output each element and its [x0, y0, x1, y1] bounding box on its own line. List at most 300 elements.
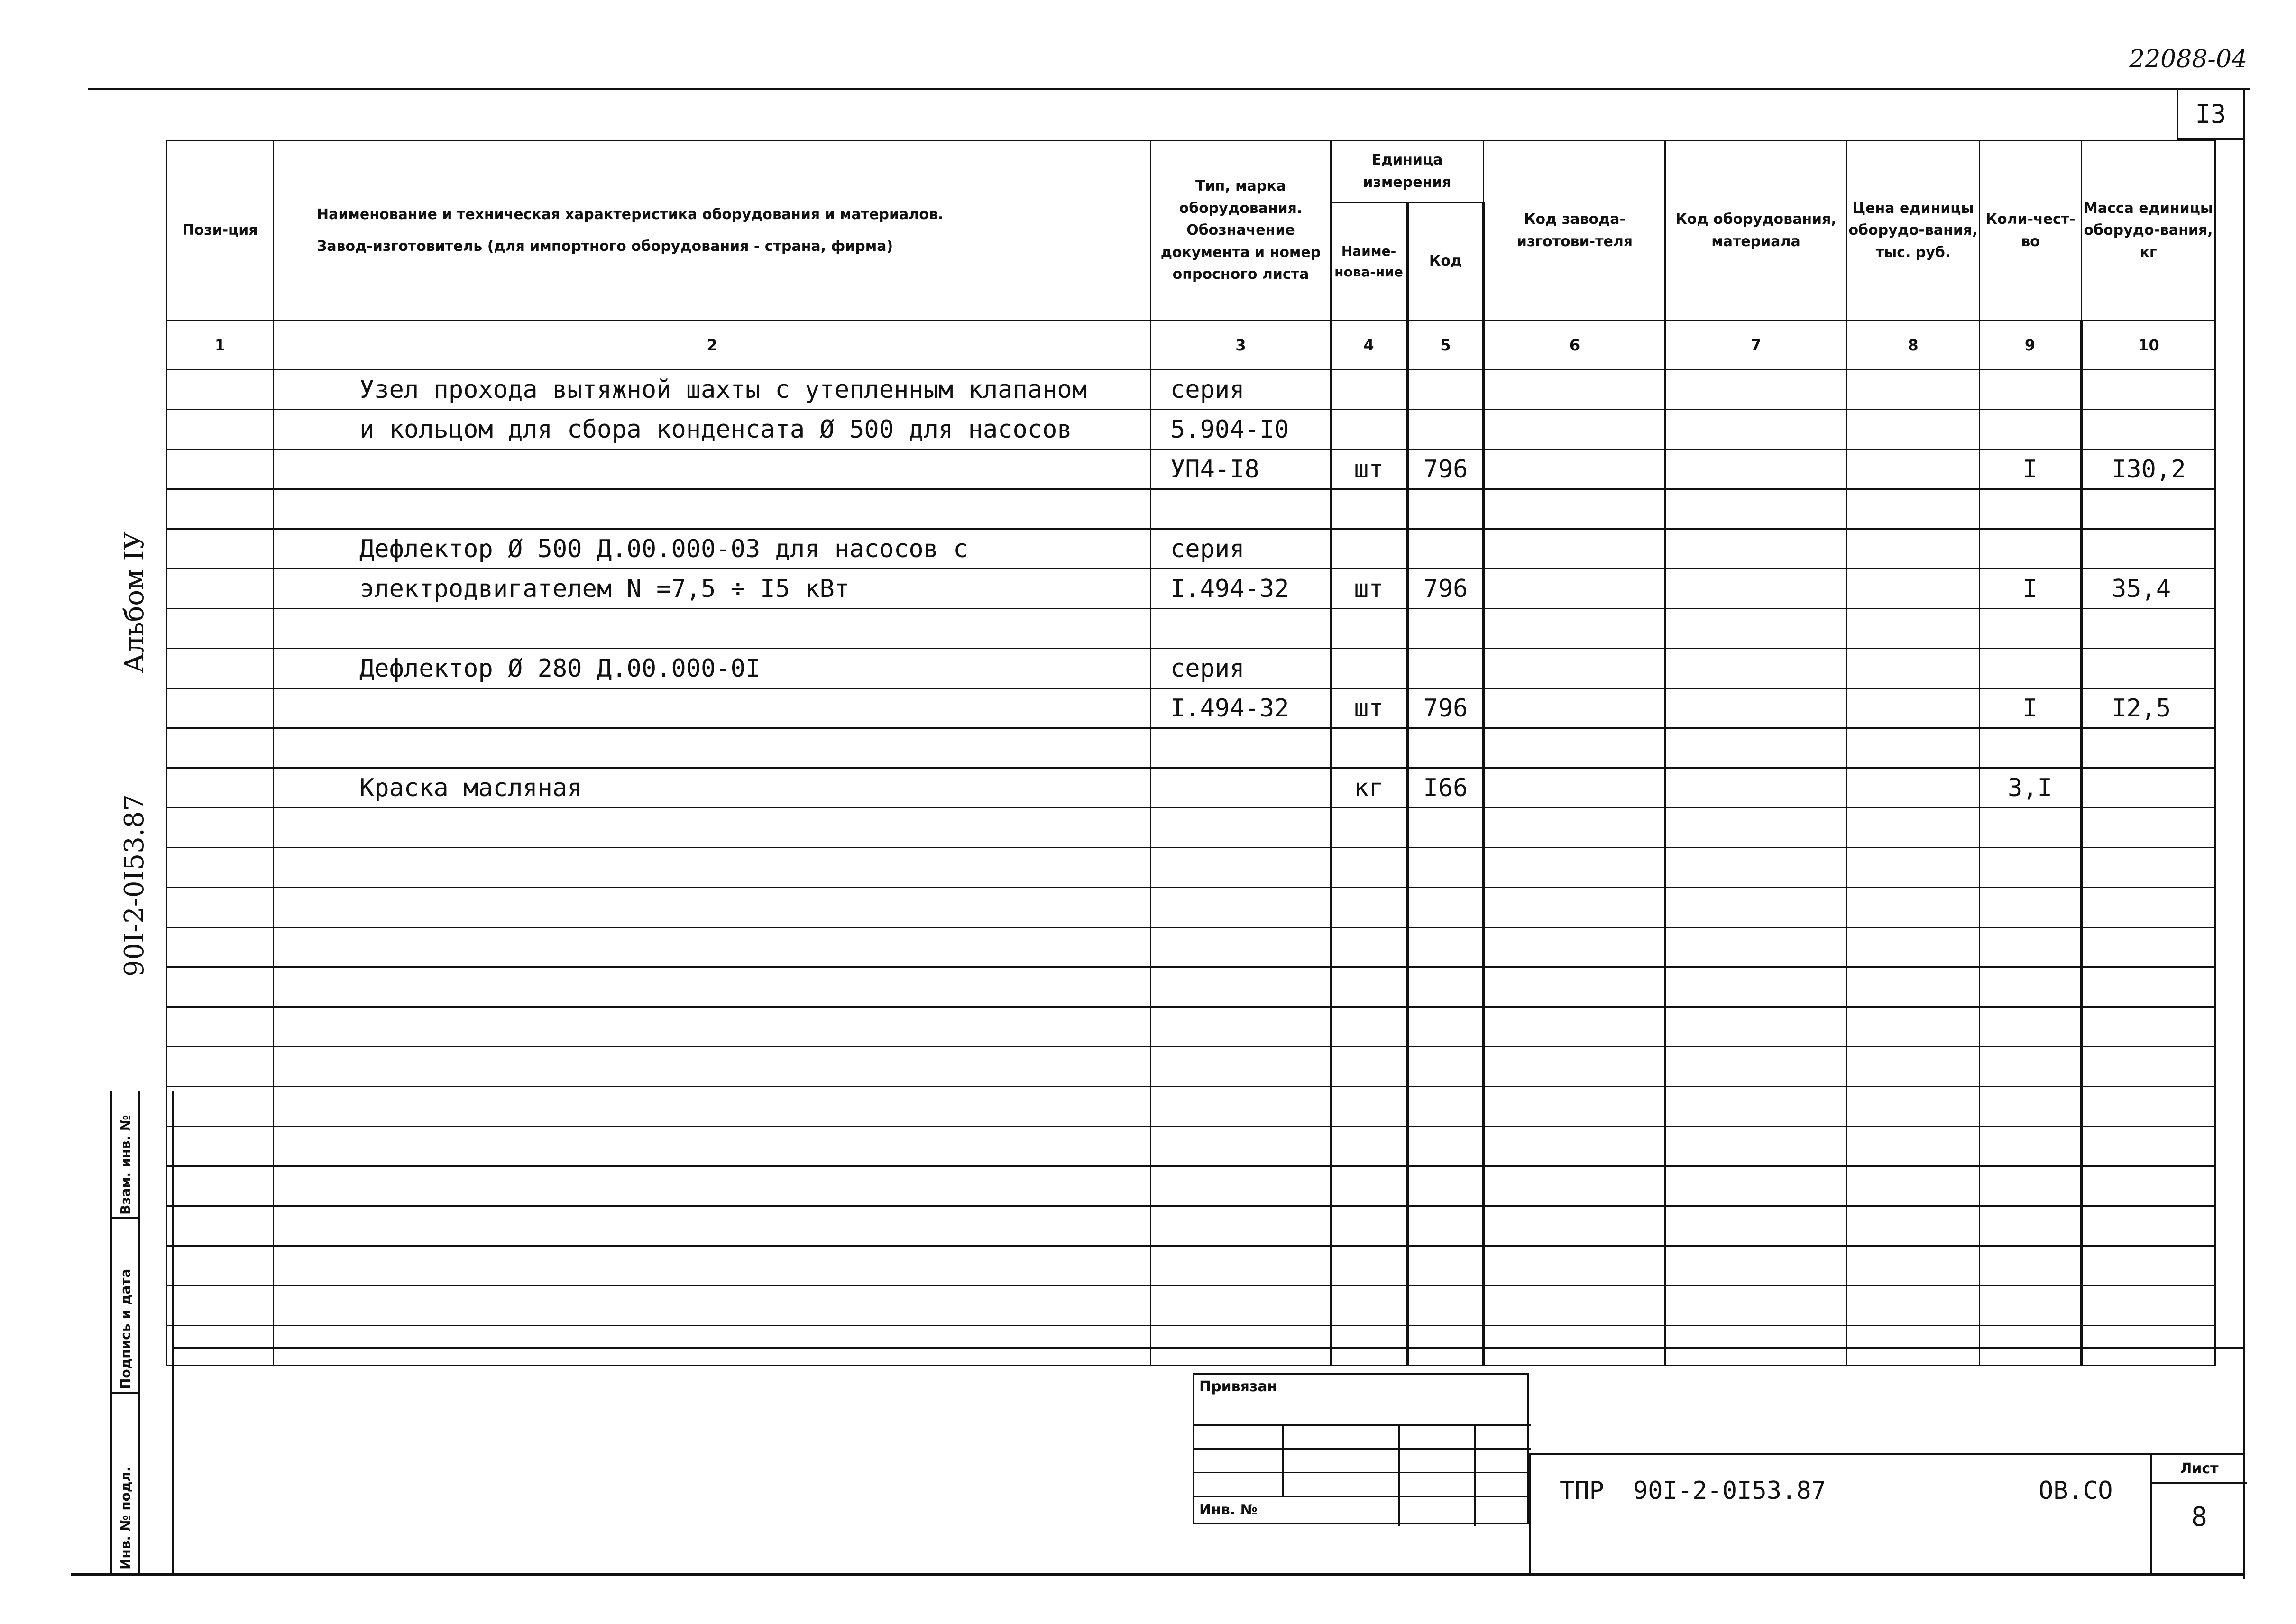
- empty-cell: [1151, 1166, 1331, 1206]
- empty-cell: [1331, 1127, 1408, 1166]
- cell-unit: [1331, 370, 1408, 410]
- cell-unit: [1331, 728, 1408, 768]
- table-row: [167, 410, 2215, 450]
- empty-cell: [1484, 1206, 1665, 1246]
- empty-cell: [274, 927, 1151, 967]
- header-name: [274, 141, 1151, 321]
- cell-name: электродвигателем N =7,5 ÷ I5 кВт: [274, 569, 1151, 609]
- empty-cell: [1847, 1286, 1980, 1326]
- empty-cell: [1665, 1206, 1847, 1246]
- empty-cell: [2082, 888, 2215, 927]
- table-row: [167, 450, 2215, 489]
- empty-cell: [1665, 888, 1847, 927]
- empty-cell: [1151, 927, 1331, 967]
- cell-unit: [1331, 649, 1408, 688]
- cell-price: [1847, 688, 1980, 728]
- empty-table-row: [167, 927, 2215, 967]
- header-unit-code: Код: [1408, 202, 1484, 321]
- header-plant-code: Код завода-изготови-теля: [1484, 141, 1665, 321]
- empty-cell: [1151, 1246, 1331, 1286]
- empty-cell: [1980, 967, 2082, 1007]
- cell-mass: [2082, 649, 2215, 688]
- cell-plant-code: [1484, 768, 1665, 808]
- cell-name: [274, 489, 1151, 529]
- empty-cell: [1847, 927, 1980, 967]
- cell-plant-code: [1484, 450, 1665, 489]
- empty-table-row: [167, 1166, 2215, 1206]
- empty-cell: [1847, 1007, 1980, 1047]
- header-type: Тип, марка оборудования. Обозначение документа и номер опросного листа: [1151, 141, 1331, 321]
- privyazan-label: Привязан: [1199, 1378, 1277, 1395]
- side-stamp-values: [140, 1091, 174, 1573]
- empty-cell: [274, 1127, 1151, 1166]
- empty-cell: [1151, 1206, 1331, 1246]
- section-code: ОВ.СО: [2039, 1477, 2113, 1505]
- empty-table-row: [167, 1087, 2215, 1127]
- empty-cell: [1151, 1007, 1331, 1047]
- empty-cell: [1151, 1286, 1331, 1326]
- cell-position: [167, 370, 274, 410]
- cell-equipment-code: [1665, 649, 1847, 688]
- empty-cell: [1408, 1286, 1484, 1326]
- empty-cell: [1847, 1047, 1980, 1087]
- empty-cell: [1484, 1286, 1665, 1326]
- empty-cell: [1847, 967, 1980, 1007]
- cell-unit-code: 796: [1408, 569, 1484, 609]
- empty-table-row: [167, 808, 2215, 848]
- cell-type: серия: [1151, 649, 1331, 688]
- empty-cell: [1665, 1127, 1847, 1166]
- cell-mass: [2082, 410, 2215, 450]
- table-row: [167, 569, 2215, 609]
- cell-unit: [1331, 410, 1408, 450]
- empty-cell: [1665, 1166, 1847, 1206]
- cell-name: Дефлектор Ø 280 Д.00.000-0I: [274, 649, 1151, 688]
- cell-equipment-code: [1665, 609, 1847, 649]
- cell-unit: шт: [1331, 450, 1408, 489]
- empty-cell: [1408, 1047, 1484, 1087]
- empty-table-row: [167, 1206, 2215, 1246]
- empty-cell: [1980, 927, 2082, 967]
- header-unit-group: Единица измерения: [1331, 141, 1484, 202]
- cell-position: [167, 688, 274, 728]
- inv-podl-label: Инв. № подл.: [118, 1467, 133, 1569]
- empty-cell: [2082, 1087, 2215, 1127]
- cell-type: I.494-32: [1151, 569, 1331, 609]
- empty-cell: [167, 888, 274, 927]
- empty-cell: [167, 967, 274, 1007]
- empty-cell: [1847, 1127, 1980, 1166]
- cell-equipment-code: [1665, 370, 1847, 410]
- empty-cell: [1331, 1206, 1408, 1246]
- privyazan-divider: [1194, 1472, 1531, 1473]
- cell-mass: [2082, 529, 2215, 569]
- cell-position: [167, 609, 274, 649]
- privyazan-vline: [1398, 1424, 1400, 1526]
- empty-cell: [1151, 848, 1331, 888]
- document-code-vertical: 90I-2-0I53.87: [119, 794, 150, 977]
- sheet-label: Лист: [2152, 1455, 2247, 1484]
- side-cell-vzam: [112, 1091, 140, 1219]
- cell-position: [167, 410, 274, 450]
- empty-cell: [1331, 1286, 1408, 1326]
- empty-cell: [1484, 888, 1665, 927]
- col-number: 2: [274, 321, 1151, 370]
- col-number: 4: [1331, 321, 1408, 370]
- cell-quantity: I: [1980, 450, 2082, 489]
- cell-position: [167, 450, 274, 489]
- empty-cell: [1331, 1166, 1408, 1206]
- cell-unit-code: 796: [1408, 450, 1484, 489]
- empty-cell: [1847, 848, 1980, 888]
- empty-table-row: [167, 1047, 2215, 1087]
- empty-cell: [167, 1246, 274, 1286]
- empty-cell: [2082, 1166, 2215, 1206]
- cell-price: [1847, 649, 1980, 688]
- empty-cell: [1484, 1087, 1665, 1127]
- spec-table-body: [167, 370, 2215, 1366]
- header-equipment-code: Код оборудования, материала: [1665, 141, 1847, 321]
- empty-cell: [1331, 1007, 1408, 1047]
- empty-cell: [1980, 808, 2082, 848]
- cell-quantity: [1980, 489, 2082, 529]
- privyazan-divider: [1194, 1424, 1531, 1426]
- cell-plant-code: [1484, 649, 1665, 688]
- empty-cell: [1408, 1246, 1484, 1286]
- privyazan-divider: [1194, 1496, 1531, 1497]
- cell-mass: I2,5: [2082, 688, 2215, 728]
- header-quantity: Коли-чест-во: [1980, 141, 2082, 321]
- empty-cell: [167, 927, 274, 967]
- cell-plant-code: [1484, 410, 1665, 450]
- cell-plant-code: [1484, 370, 1665, 410]
- header-mass: Масса единицы оборудо-вания, кг: [2082, 141, 2215, 321]
- empty-cell: [1980, 1246, 2082, 1286]
- cell-price: [1847, 609, 1980, 649]
- cell-mass: [2082, 609, 2215, 649]
- col-number: 7: [1665, 321, 1847, 370]
- header-price: Цена единицы оборудо-вания, тыс. руб.: [1847, 141, 1980, 321]
- cell-mass: [2082, 489, 2215, 529]
- col-number: 10: [2082, 321, 2215, 370]
- cell-type: серия: [1151, 529, 1331, 569]
- col-number: 1: [167, 321, 274, 370]
- cell-plant-code: [1484, 489, 1665, 529]
- cell-type: [1151, 609, 1331, 649]
- cell-name: [274, 728, 1151, 768]
- cell-price: [1847, 489, 1980, 529]
- privyazan-vline: [1474, 1424, 1476, 1526]
- cell-price: [1847, 569, 1980, 609]
- empty-cell: [1484, 848, 1665, 888]
- table-row: [167, 529, 2215, 569]
- empty-cell: [1980, 1087, 2082, 1127]
- cell-unit-code: [1408, 529, 1484, 569]
- empty-cell: [274, 1166, 1151, 1206]
- col-number: 8: [1847, 321, 1980, 370]
- cell-quantity: [1980, 649, 2082, 688]
- empty-cell: [1408, 1087, 1484, 1127]
- empty-cell: [167, 808, 274, 848]
- empty-cell: [1665, 1007, 1847, 1047]
- cell-equipment-code: [1665, 410, 1847, 450]
- empty-cell: [167, 1166, 274, 1206]
- empty-cell: [2082, 1127, 2215, 1166]
- empty-cell: [1484, 808, 1665, 848]
- empty-cell: [1331, 1246, 1408, 1286]
- empty-cell: [1980, 1286, 2082, 1326]
- empty-cell: [2082, 1286, 2215, 1326]
- empty-cell: [1484, 1047, 1665, 1087]
- empty-cell: [1151, 1127, 1331, 1166]
- empty-table-row: [167, 1286, 2215, 1326]
- sheet-top-border: [88, 88, 2250, 90]
- cell-plant-code: [1484, 569, 1665, 609]
- cell-unit-code: [1408, 370, 1484, 410]
- privyazan-box: [1193, 1373, 1529, 1524]
- empty-cell: [274, 888, 1151, 927]
- cell-plant-code: [1484, 609, 1665, 649]
- empty-cell: [1484, 1127, 1665, 1166]
- empty-table-row: [167, 888, 2215, 927]
- cell-mass: I30,2: [2082, 450, 2215, 489]
- empty-cell: [274, 1206, 1151, 1246]
- empty-cell: [1331, 967, 1408, 1007]
- equipment-spec-table: [166, 140, 2216, 1366]
- empty-cell: [1980, 1047, 2082, 1087]
- cell-unit: шт: [1331, 569, 1408, 609]
- empty-cell: [1847, 1166, 1980, 1206]
- cell-unit-code: [1408, 649, 1484, 688]
- empty-cell: [1484, 1246, 1665, 1286]
- empty-cell: [1408, 848, 1484, 888]
- table-row: [167, 728, 2215, 768]
- cell-mass: [2082, 728, 2215, 768]
- empty-cell: [1331, 927, 1408, 967]
- cell-type: серия: [1151, 370, 1331, 410]
- podpis-data-label: Подпись и дата: [118, 1268, 133, 1389]
- empty-cell: [1847, 1246, 1980, 1286]
- cell-price: [1847, 768, 1980, 808]
- cell-quantity: I: [1980, 569, 2082, 609]
- cell-plant-code: [1484, 529, 1665, 569]
- cell-equipment-code: [1665, 569, 1847, 609]
- empty-cell: [2082, 1206, 2215, 1246]
- empty-cell: [1665, 927, 1847, 967]
- empty-cell: [1980, 1127, 2082, 1166]
- cell-quantity: 3,I: [1980, 768, 2082, 808]
- document-code: 90I-2-0I53.87: [1633, 1477, 1826, 1505]
- empty-cell: [2082, 1007, 2215, 1047]
- col-number: 6: [1484, 321, 1665, 370]
- empty-cell: [274, 967, 1151, 1007]
- empty-cell: [1151, 1047, 1331, 1087]
- empty-table-row: [167, 967, 2215, 1007]
- cell-unit: [1331, 529, 1408, 569]
- cell-name: Дефлектор Ø 500 Д.00.000-03 для насосов с: [274, 529, 1151, 569]
- empty-cell: [1484, 1007, 1665, 1047]
- archive-stamp-number: 22088-04: [2129, 45, 2248, 73]
- cell-quantity: [1980, 609, 2082, 649]
- empty-cell: [1980, 1166, 2082, 1206]
- cell-unit-code: [1408, 728, 1484, 768]
- empty-cell: [2082, 1047, 2215, 1087]
- empty-cell: [1847, 1206, 1980, 1246]
- empty-cell: [1980, 888, 2082, 927]
- empty-cell: [1484, 967, 1665, 1007]
- empty-cell: [1151, 967, 1331, 1007]
- cell-unit-code: [1408, 609, 1484, 649]
- cell-unit-code: 796: [1408, 688, 1484, 728]
- cell-name: [274, 450, 1151, 489]
- empty-cell: [1980, 848, 2082, 888]
- empty-cell: [1151, 808, 1331, 848]
- empty-cell: [1331, 1047, 1408, 1087]
- sheet-corner-number: I3: [2177, 90, 2243, 140]
- cell-quantity: [1980, 370, 2082, 410]
- empty-cell: [1665, 967, 1847, 1007]
- empty-cell: [1408, 1127, 1484, 1166]
- cell-unit: шт: [1331, 688, 1408, 728]
- cell-unit-code: I66: [1408, 768, 1484, 808]
- empty-cell: [274, 1286, 1151, 1326]
- cell-quantity: [1980, 410, 2082, 450]
- cell-mass: 35,4: [2082, 569, 2215, 609]
- col-number: 9: [1980, 321, 2082, 370]
- side-stamp-strip: [110, 1091, 174, 1573]
- table-row: [167, 768, 2215, 808]
- header-name-line2: Завод-изготовитель (для импортного оборудования - страна, фирма): [317, 238, 893, 255]
- empty-cell: [1408, 808, 1484, 848]
- privyazan-divider: [1194, 1448, 1531, 1450]
- side-cell-podpis: [112, 1219, 140, 1394]
- sheet-right-border: [2243, 90, 2245, 1579]
- empty-cell: [1665, 1286, 1847, 1326]
- empty-cell: [274, 1007, 1151, 1047]
- title-block-main: [1529, 1453, 2243, 1573]
- empty-cell: [1331, 808, 1408, 848]
- empty-table-row: [167, 1246, 2215, 1286]
- empty-cell: [274, 848, 1151, 888]
- cell-type: I.494-32: [1151, 688, 1331, 728]
- cell-plant-code: [1484, 688, 1665, 728]
- cell-name: [274, 609, 1151, 649]
- cell-price: [1847, 410, 1980, 450]
- cell-equipment-code: [1665, 768, 1847, 808]
- empty-cell: [274, 1246, 1151, 1286]
- privyazan-vline: [1282, 1424, 1284, 1496]
- cell-type: [1151, 728, 1331, 768]
- cell-plant-code: [1484, 728, 1665, 768]
- empty-cell: [1331, 848, 1408, 888]
- empty-cell: [1665, 1047, 1847, 1087]
- empty-cell: [274, 1047, 1151, 1087]
- cell-equipment-code: [1665, 450, 1847, 489]
- empty-cell: [1408, 1007, 1484, 1047]
- empty-cell: [1980, 1206, 2082, 1246]
- album-number-vertical: Альбом IУ: [119, 531, 150, 673]
- empty-table-row: [167, 848, 2215, 888]
- empty-cell: [1665, 848, 1847, 888]
- cell-quantity: I: [1980, 688, 2082, 728]
- empty-cell: [167, 1206, 274, 1246]
- cell-type: [1151, 489, 1331, 529]
- empty-cell: [2082, 848, 2215, 888]
- empty-cell: [1847, 1087, 1980, 1127]
- header-name-line1: Наименование и техническая характеристика оборудования и материалов.: [317, 206, 944, 223]
- empty-cell: [1408, 1166, 1484, 1206]
- empty-cell: [167, 1007, 274, 1047]
- empty-cell: [1665, 1246, 1847, 1286]
- empty-cell: [167, 1087, 274, 1127]
- cell-name: [274, 688, 1151, 728]
- empty-cell: [1331, 1087, 1408, 1127]
- cell-mass: [2082, 370, 2215, 410]
- cell-quantity: [1980, 529, 2082, 569]
- cell-position: [167, 489, 274, 529]
- empty-cell: [1484, 927, 1665, 967]
- cell-price: [1847, 450, 1980, 489]
- empty-cell: [167, 1127, 274, 1166]
- col-number: 5: [1408, 321, 1484, 370]
- cell-unit: [1331, 609, 1408, 649]
- cell-mass: [2082, 768, 2215, 808]
- cell-unit: [1331, 489, 1408, 529]
- empty-cell: [274, 1087, 1151, 1127]
- empty-cell: [167, 848, 274, 888]
- empty-cell: [1151, 1087, 1331, 1127]
- side-stamp-labels: [112, 1091, 140, 1573]
- table-row: [167, 649, 2215, 688]
- cell-price: [1847, 728, 1980, 768]
- cell-quantity: [1980, 728, 2082, 768]
- empty-cell: [167, 1286, 274, 1326]
- cell-price: [1847, 529, 1980, 569]
- cell-name: и кольцом для сбора конденсата Ø 500 для насосов: [274, 410, 1151, 450]
- empty-cell: [167, 1047, 274, 1087]
- cell-equipment-code: [1665, 688, 1847, 728]
- empty-cell: [2082, 1246, 2215, 1286]
- cell-name: Узел прохода вытяжной шахты с утепленным клапаном: [274, 370, 1151, 410]
- empty-cell: [1331, 888, 1408, 927]
- cell-type: 5.904-I0: [1151, 410, 1331, 450]
- table-row: [167, 370, 2215, 410]
- empty-cell: [274, 808, 1151, 848]
- tpr-label: ТПР: [1560, 1477, 1604, 1505]
- album-side-label: [113, 531, 156, 977]
- cell-unit-code: [1408, 489, 1484, 529]
- empty-cell: [2082, 967, 2215, 1007]
- cell-equipment-code: [1665, 489, 1847, 529]
- cell-equipment-code: [1665, 728, 1847, 768]
- side-cell-inv-podl: [112, 1394, 140, 1573]
- empty-cell: [1847, 808, 1980, 848]
- header-position: Пози-ция: [167, 141, 274, 321]
- empty-table-row: [167, 1007, 2215, 1047]
- cell-type: [1151, 768, 1331, 808]
- table-row: [167, 609, 2215, 649]
- sheet-number: 8: [2191, 1501, 2207, 1532]
- empty-cell: [1847, 888, 1980, 927]
- empty-cell: [1408, 888, 1484, 927]
- cell-position: [167, 649, 274, 688]
- empty-cell: [1484, 1166, 1665, 1206]
- empty-cell: [1980, 1007, 2082, 1047]
- cell-equipment-code: [1665, 529, 1847, 569]
- cell-position: [167, 768, 274, 808]
- cell-type: УП4-I8: [1151, 450, 1331, 489]
- empty-cell: [1151, 888, 1331, 927]
